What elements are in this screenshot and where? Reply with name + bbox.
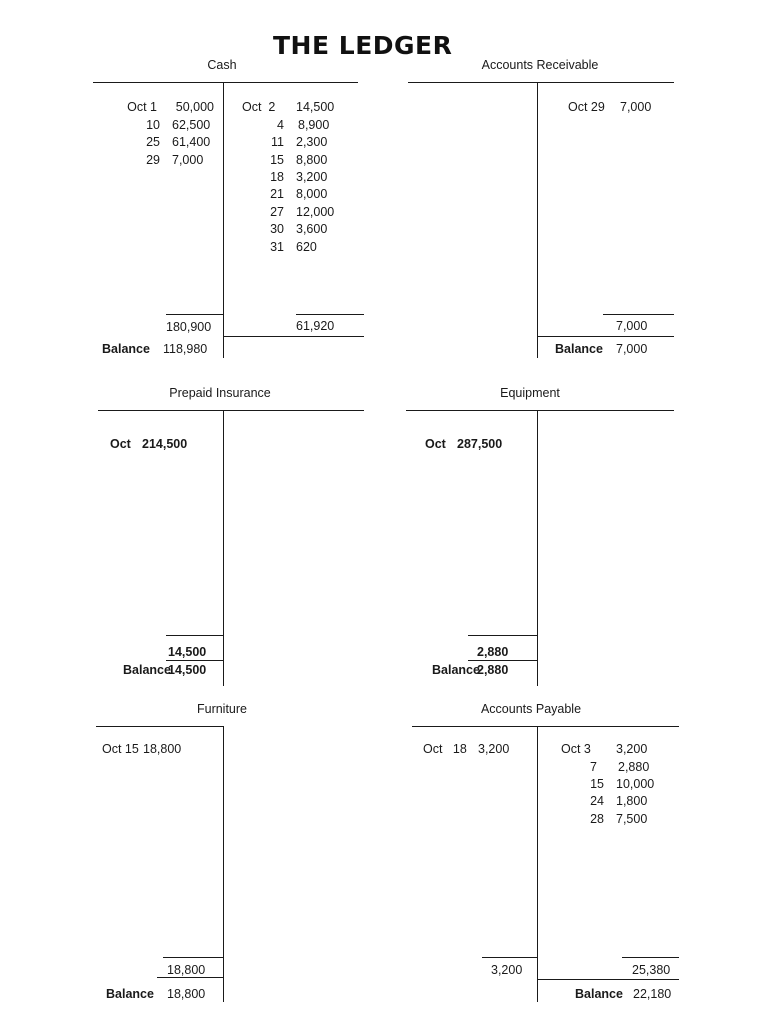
account-divider (223, 82, 224, 358)
entry-amount: 2,300 (296, 135, 328, 149)
account-divider (537, 410, 538, 686)
entry-date: Oct (425, 437, 446, 451)
balance-amount: 2,880 (477, 663, 509, 677)
entry-date: 18 (270, 170, 284, 184)
total-rule (157, 977, 223, 978)
balance-amount: 22,180 (633, 987, 672, 1001)
entry-amount: 3,200 (478, 742, 510, 756)
entry-date: Oct 1 (127, 100, 157, 114)
entry-amount: 7,000 (620, 100, 652, 114)
subtotal-rule (163, 957, 223, 958)
page-title: THE LEDGER (273, 31, 453, 60)
entry-amount: 3,600 (296, 222, 328, 236)
entry-date: 4 (277, 118, 284, 132)
entry-amount: 10,000 (616, 777, 655, 791)
credit-total: 7,000 (616, 319, 648, 333)
entry-amount: 3,200 (616, 742, 648, 756)
debit-total: 18,800 (167, 963, 206, 977)
total-rule (537, 979, 679, 980)
account-title-prepaid-insurance: Prepaid Insurance (169, 386, 271, 400)
debit-total: 14,500 (168, 645, 207, 659)
account-top-rule (412, 726, 679, 727)
entry-amount: 1,800 (616, 794, 648, 808)
account-title-accounts-payable: Accounts Payable (480, 702, 582, 716)
entry-date: 21 (270, 187, 284, 201)
entry-amount: 2,880 (618, 760, 650, 774)
entry-date: 15 (590, 777, 604, 791)
account-top-rule (93, 82, 358, 83)
entry-amount: 61,400 (172, 135, 211, 149)
total-rule (537, 336, 674, 337)
total-rule (166, 660, 223, 661)
balance-label: Balance (575, 987, 623, 1001)
balance-amount: 118,980 (163, 342, 208, 356)
entry-amount: 18,800 (143, 742, 182, 756)
balance-amount: 7,000 (616, 342, 648, 356)
account-title-cash: Cash (207, 58, 237, 72)
subtotal-rule (166, 314, 223, 315)
entry-date: Oct 29 (568, 100, 605, 114)
credit-total: 25,380 (632, 963, 671, 977)
entry-date: 7 (590, 760, 597, 774)
entry-amount: 287,500 (457, 437, 503, 451)
entry-amount: 50,000 (175, 100, 214, 114)
entry-amount: 8,800 (296, 153, 328, 167)
account-title-accounts-receivable: Accounts Receivable (481, 58, 599, 72)
entry-date: Oct (110, 437, 131, 451)
account-divider (223, 726, 224, 1002)
entry-date: 11 (271, 135, 284, 149)
balance-label: Balance (555, 342, 603, 356)
account-title-furniture: Furniture (196, 702, 248, 716)
account-divider (537, 82, 538, 358)
balance-amount: 18,800 (167, 987, 206, 1001)
subtotal-rule (296, 314, 364, 315)
entry-date: Oct 15 (102, 742, 139, 756)
entry-date: 15 (270, 153, 284, 167)
balance-label: Balance (432, 663, 480, 677)
account-top-rule (408, 82, 674, 83)
total-rule (468, 660, 537, 661)
entry-amount: 14,500 (296, 100, 335, 114)
entry-amount: 214,500 (142, 437, 188, 451)
account-divider (537, 726, 538, 1002)
entry-amount: 12,000 (296, 205, 335, 219)
entry-date: Oct 3 (561, 742, 591, 756)
entry-amount: 8,000 (296, 187, 328, 201)
entry-date: 31 (270, 240, 284, 254)
total-rule (223, 336, 364, 337)
entry-amount: 620 (296, 240, 317, 254)
balance-label: Balance (106, 987, 154, 1001)
entry-date: 27 (270, 205, 284, 219)
entry-date: 10 (146, 118, 160, 132)
account-top-rule (406, 410, 674, 411)
subtotal-rule (166, 635, 223, 636)
subtotal-rule (622, 957, 679, 958)
account-top-rule (96, 726, 223, 727)
debit-total: 180,900 (166, 320, 212, 334)
subtotal-rule (603, 314, 674, 315)
credit-total: 61,920 (296, 319, 335, 333)
account-divider (223, 410, 224, 686)
subtotal-rule (482, 957, 537, 958)
entry-date: 28 (590, 812, 604, 826)
account-title-equipment: Equipment (500, 386, 560, 400)
entry-date: 25 (146, 135, 160, 149)
entry-amount: 8,900 (298, 118, 330, 132)
entry-date: Oct 2 (242, 100, 276, 114)
entry-date: 30 (270, 222, 284, 236)
entry-date: Oct 18 (423, 742, 467, 756)
debit-total: 2,880 (477, 645, 509, 659)
entry-amount: 7,500 (616, 812, 648, 826)
balance-amount: 14,500 (168, 663, 207, 677)
balance-label: Balance (102, 342, 150, 356)
account-top-rule (98, 410, 364, 411)
entry-amount: 62,500 (172, 118, 211, 132)
entry-amount: 7,000 (172, 153, 204, 167)
debit-total: 3,200 (491, 963, 523, 977)
subtotal-rule (468, 635, 537, 636)
balance-label: Balance (123, 663, 171, 677)
entry-date: 29 (146, 153, 160, 167)
entry-date: 24 (590, 794, 604, 808)
entry-amount: 3,200 (296, 170, 328, 184)
